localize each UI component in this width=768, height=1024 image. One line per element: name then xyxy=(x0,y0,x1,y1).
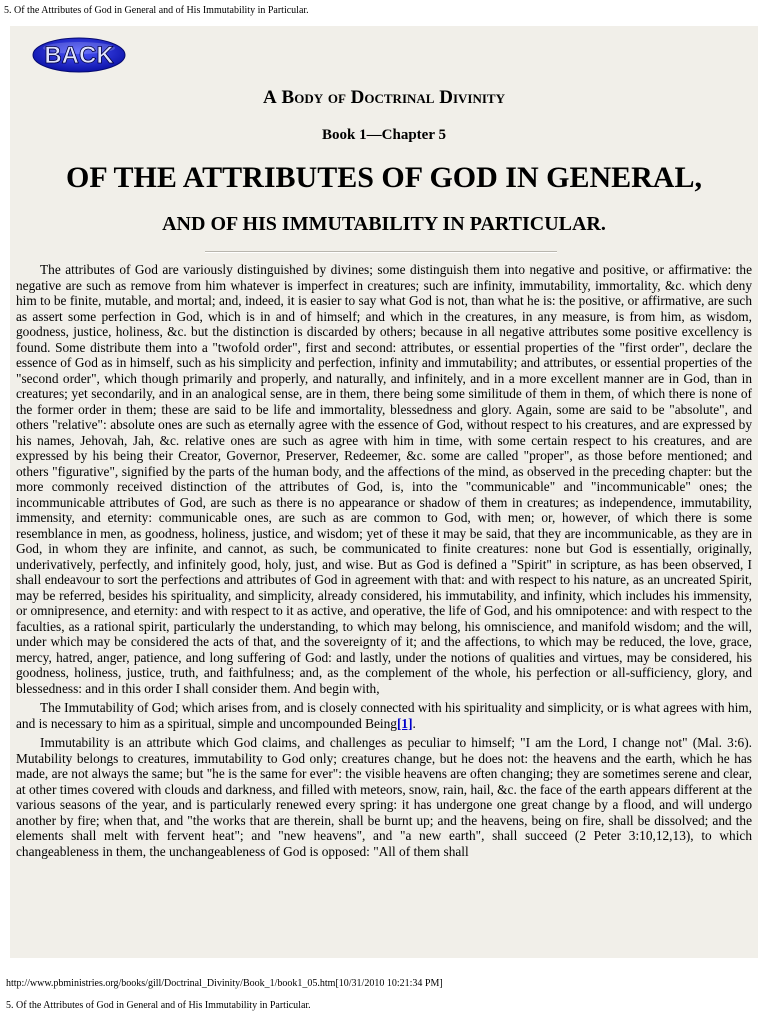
paragraph-immutability-claim: Immutability is an attribute which God claims, and challenges as peculiar to himself; "I am the Lord, I change not" (Mal. 3:6). Mutability belongs to creatures, immutability to God only; creatures change, but he does not: the heavens and the earth, which he has made, are not always the same; but "he is the same for ever": the visible heavens are often changing; they are sometimes serene and clear, at other times covered with clouds and darkness, and filled with meteors, snow, rain, hail, &c. the face of the earth appears different at the various seasons of the year, and is particularly renewed every spring: it has undergone one great change by a flood, and will undergo another by fire; when that, and "the works that are therein, shall be burnt up; and the heavens, being on fire, shall be dissolved; and the elements shall melt with fervent heat"; and "new heavens", and "a new earth", shall succeed (2 Peter 3:10,12,13), to which changeableness in them, the unchangeableness of God is opposed: "All of them shall xyxy=(16,735,752,859)
series-title: A Body of Doctrinal Divinity xyxy=(263,87,505,108)
chapter-body xyxy=(16,262,752,958)
back-button[interactable] xyxy=(32,36,126,74)
book-chapter-heading: Book 1—Chapter 5 xyxy=(322,127,446,143)
chapter-subtitle: AND OF HIS IMMUTABILITY IN PARTICULAR. xyxy=(162,213,606,235)
paragraph-attributes: The attributes of God are variously distinguished by divines; some distinguish them into negative and positive, or affirmative: the negative are such as remove from him whatever is imperfect in creatures; such are infinity, immutability, immortality, &c. which deny him to be finite, mutable, and mortal; and, indeed, it is easier to say what God is not, than what he is: the positive, or affirmative, are such as assert some perfection in God, which is in and of himself; and which in the creatures, in any measure, is from him, as wisdom, goodness, justice, holiness, &c. but the distinction is discarded by others; because in all negative attributes some positive excellency is found. Some distribute them into a "twofold order", first and second: attributes, or essential properties of the "first order", declare the essence of God as in himself, such as his simplicity and perfection, infinity and immutability; and attributes, or essential properties of the "second order", which though primarily and properly, and naturally, and infinitely, and in a more excellent manner are in God, than in creatures; yet secondarily, and in an analogical sense, are in them, there being some similitude of them in them, of which there is none of the former order in them; these are said to be life and immortality, blessedness and glory. Again, some are said to be "absolute", and others "relative": absolute ones are such as eternally agree with the essence of God, without respect to his creatures, and are expressed by his names, Jehovah, Jah, &c. relative ones are such as agree with him in time, with some certain respect to his creatures, and are expressed by his being their Creator, Governor, Preserver, Redeemer, &c. some are called "proper", as those before mentioned; and others "figurative", signified by the parts of the human body, and the affections of the mind, as observed in the preceding chapter: but the more commonly received distinction of the attributes of God, is, into the "communicable" and "incommunicable" ones; the incommunicable attributes of God, are such as there is no appearance or shadow of them in creatures; as independence, immutability, immensity, and eternity: communicable ones, are such as are common to God, with men; or, however, of which there is some resemblance in men, as goodness, holiness, justice, and wisdom; yet of these it may be said, that they are incommunicable, as they are in God, in whom they are infinite, and cannot, as such, be communicated to finite creatures: none but God is essentially, originally, underivatively, perfectly, and infinitely good, holy, just, and wise. But as God is defined a "Spirit" in scripture, as has been observed, I shall endeavour to sort the perfections and attributes of God in agreement with that: and with respect to his nature, as an uncreated Spirit, may be referred, besides his spirituality, and simplicity, already considered, his immutability, and infinity, which includes his immensity, or omnipresence, and eternity: and with respect to it as active, and operative, the life of God, and his omnipotence: and with respect to the faculties, as a rational spirit, particularly the understanding, to which may belong, his omniscience, and manifold wisdom; and the will, under which may be considered the acts of that, and the sovereignty of it; and the affections, to which may be reduced, the love, grace, mercy, hatred, anger, patience, and long suffering of God: and lastly, under the notions of qualities and virtues, may be considered, his goodness, holiness, justice, truth, and faithfulness; and, as the complement of the whole, his perfection or all-sufficiency, glory, and blessedness: and in this order I shall consider them. And begin with, xyxy=(16,262,752,696)
print-footer: 5. Of the Attributes of God in General and of His Immutability in Particular. xyxy=(6,1000,311,1011)
back-button-label: BACK xyxy=(44,42,114,69)
print-url: http://www.pbministries.org/books/gill/Doctrinal_Divinity/Book_1/book1_05.htm[10/31/2010 10:21:34 PM] xyxy=(6,978,443,989)
footnote-link-1[interactable]: [1] xyxy=(396,715,413,731)
divider xyxy=(205,251,557,253)
page-content xyxy=(10,26,758,958)
print-header: 5. Of the Attributes of God in General and of His Immutability in Particular. xyxy=(4,5,309,16)
chapter-title: OF THE ATTRIBUTES OF GOD IN GENERAL, xyxy=(66,161,702,194)
back-oval-icon xyxy=(32,36,126,74)
paragraph-immutability-intro: The Immutability of God; which arises from, and is closely connected with his spirituality and simplicity, or is what agrees with him, and is necessary to him as a spiritual, simple and uncompounded Being[1]. xyxy=(16,700,752,731)
